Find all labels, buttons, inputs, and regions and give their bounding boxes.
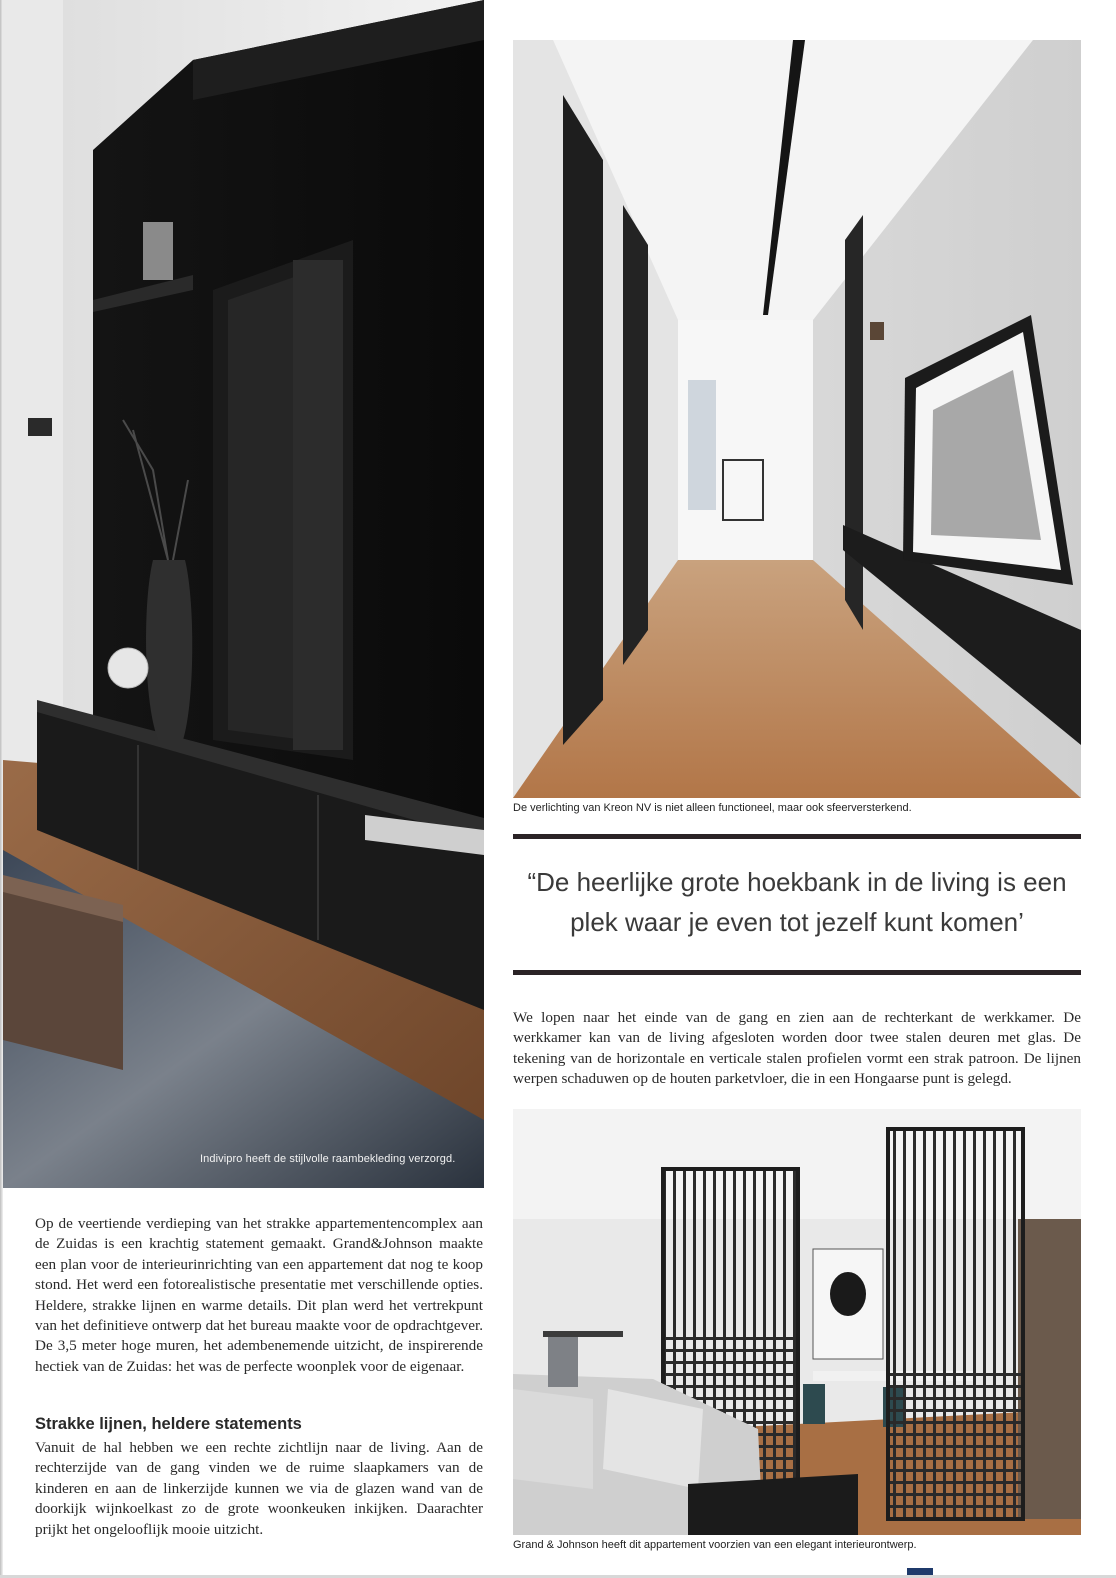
section-paragraph: Vanuit de hal hebben we een rechte zichtlijn naar de living. Aan de rechterzijde van de gang vinden we de ruime slaapkamers van de kinderen en aan de linkerzijde kunnen we via de glazen wand van de doorkijk wijnkoelkast zo de grote woonkeuken inkijken. Daarachter prijkt het ongelooflijk mooie uitzicht. xyxy=(35,1439,483,1538)
pull-quote xyxy=(513,862,1081,942)
living-room-cabinet-photo xyxy=(3,0,484,1188)
section-heading: Strakke lijnen, heldere statements xyxy=(35,1415,302,1433)
bottom-photo-caption: Grand & Johnson heeft dit appartement voorzien van een elegant interieurontwerp. xyxy=(513,1539,917,1551)
top-photo-caption: De verlichting van Kreon NV is niet alleen functioneel, maar ook sfeerversterkend. xyxy=(513,802,912,814)
right-paragraph: We lopen naar het einde van de gang en zien aan de rechterkant de werkkamer. De werkkamer kan van de living afgesloten worden door twee stalen deuren met glas. De tekening van de horizontale en verticale stalen profielen vormt een strak patroon. De lijnen werpen schaduwen op de houten parketvloer, die in een Hongaarse punt is gelegd. xyxy=(513,1009,1081,1088)
hallway-photo xyxy=(513,40,1081,798)
quote-top-rule xyxy=(513,834,1081,839)
quote-bottom-rule xyxy=(513,970,1081,975)
pull-quote-line-2: plek waar je even tot jezelf kunt komen’ xyxy=(570,907,1024,937)
intro-paragraph: Op de veertiende verdieping van het strakke appartementencomplex aan de Zuidas is een krachtig statement gemaakt. Grand&Johnson maakte een plan voor de interieurinrichting van een appartement dat nog te koop stond. Het werd een fotorealistische presentatie met verschillende opties. Heldere, strakke lijnen en warme details. Dit plan werd het vertrekpunt van het definitieve ontwerp dat het bureau maakte voor de opdrachtgever. De 3,5 meter hoge muren, het adembenemende uitzicht, de inspirerende hectiek van de Zuidas: het was de perfecte woonplek voor de eigenaar. xyxy=(35,1215,483,1375)
left-photo-caption: Indivipro heeft de stijlvolle raambekleding verzorgd. xyxy=(200,1153,456,1165)
pull-quote-line-1: “De heerlijke grote hoekbank in de living is een xyxy=(527,867,1067,897)
study-room-photo xyxy=(513,1109,1081,1535)
